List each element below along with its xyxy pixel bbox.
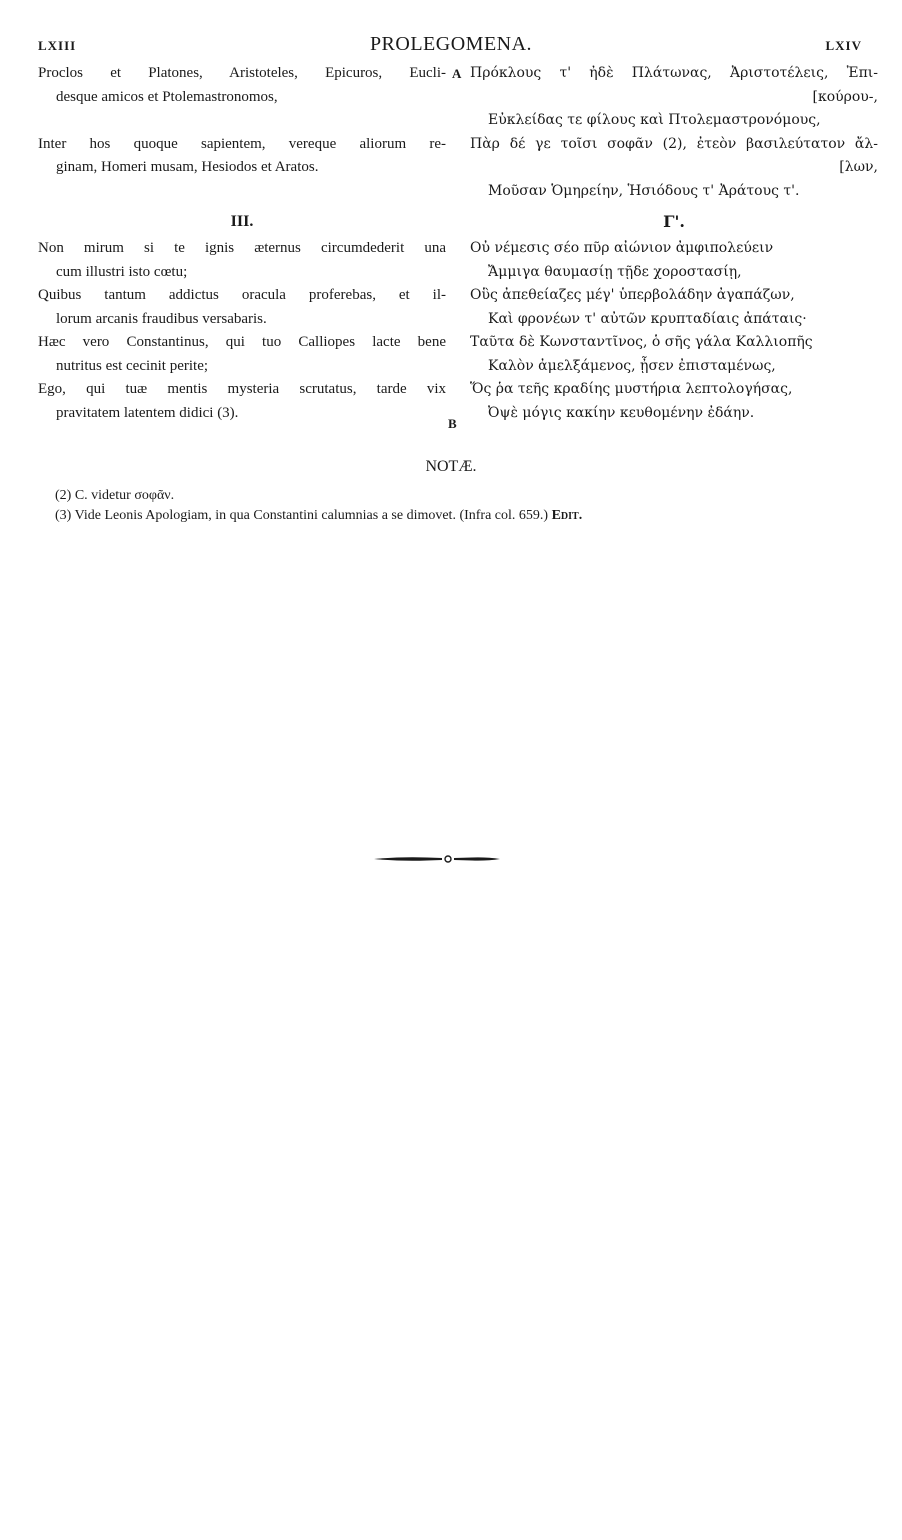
- latin-line: cum illustri isto cœtu;: [56, 263, 188, 280]
- running-head-title: PROLEGOMENA.: [369, 33, 533, 55]
- greek-line: Πρόκλους τ' ἠδὲ Πλάτωνας, Ἀριστοτέλεις, Ἐπι-: [470, 65, 878, 81]
- note-text: (3) Vide Leonis Apologiam, in qua Constantini calumnias a se dimovet. (Infra col. 659.): [55, 508, 552, 523]
- latin-line: Hæc vero Constantinus, qui tuo Calliopes lacte bene: [38, 334, 446, 350]
- greek-line: Πὰρ δέ γε τοῖσι σοφᾶν (2), ἐτεὸν βασιλεύτατον ἄλ-: [470, 135, 878, 152]
- latin-line: pravitatem latentem didici (3).: [56, 404, 239, 421]
- note-item: [55, 486, 855, 506]
- greek-line: Ὀψὲ μόγις κακίην κευθομένην ἐδάην.: [488, 404, 755, 421]
- greek-line: Μοῦσαν Ὁμηρείην, Ἡσιόδους τ' Ἀράτους τ'.: [488, 182, 800, 199]
- notes-heading: NOTÆ.: [425, 458, 477, 475]
- greek-line: Οὓς ἀπεθείαζες μέγ' ὑπερβολάδην ἀγαπάζων,: [470, 287, 795, 303]
- page-number-left: LXIII: [38, 38, 77, 53]
- margin-letter-b: B: [448, 416, 457, 431]
- latin-line: lorum arcanis fraudibus versabaris.: [56, 310, 267, 327]
- latin-section-number: III.: [230, 213, 254, 230]
- latin-line: Inter hos quoque sapientem, vereque aliorum re-: [38, 135, 446, 152]
- latin-line: nutritus est cecinit perite;: [56, 357, 209, 374]
- latin-line: desque amicos et Ptolemastronomos,: [56, 88, 278, 105]
- greek-column: [470, 62, 878, 425]
- greek-line: Ὅς ῥα τεῆς κραδίης μυστήρια λεπτολογήσας,: [470, 381, 793, 397]
- note-edit-mark: Edit.: [551, 508, 583, 523]
- greek-line: Ἄμμιγα θαυμασίῃ τῇδε χοροστασίῃ,: [488, 263, 742, 280]
- greek-line: Οὐ νέμεσις σέο πῦρ αἰώνιον ἀμφιπολεύειν: [470, 240, 774, 256]
- note-text: (2) C. videtur σοφᾶν.: [55, 488, 175, 503]
- greek-line: Καὶ φρονέων τ' αὐτῶν κρυπταδίαις ἀπάταις·: [488, 310, 807, 327]
- greek-line: Καλὸν ἀμελξάμενος, ᾖσεν ἐπισταμένως,: [488, 357, 776, 374]
- latin-line: Non mirum si te ignis æternus circumdederit una: [38, 240, 446, 256]
- note-item: [55, 506, 855, 526]
- notes-block: [55, 486, 855, 526]
- latin-line: Ego, qui tuæ mentis mysteria scrutatus, tarde vix: [38, 381, 446, 397]
- greek-line: Εὐκλείδας τε φίλους καὶ Πτολεμαστρονόμους,: [488, 112, 821, 128]
- latin-line: Quibus tantum addictus oracula proferebas, et il-: [38, 287, 446, 303]
- margin-letter-a: A: [452, 66, 462, 81]
- latin-line: Proclos et Platones, Aristoteles, Epicuros, Eucli-: [38, 65, 446, 81]
- latin-column: [38, 62, 446, 425]
- greek-line-continuation: [λων,: [839, 159, 878, 175]
- greek-line-continuation: [κούρου-,: [812, 88, 878, 105]
- greek-line: Ταῦτα δὲ Κωνσταντῖνος, ὁ σῆς γάλα Καλλιοπῆς: [470, 334, 813, 350]
- page-number-right: LXIV: [825, 38, 862, 53]
- end-ornament: [372, 851, 502, 867]
- latin-line: ginam, Homeri musam, Hesiodos et Aratos.: [56, 159, 319, 175]
- greek-section-number: Γ'.: [663, 212, 685, 231]
